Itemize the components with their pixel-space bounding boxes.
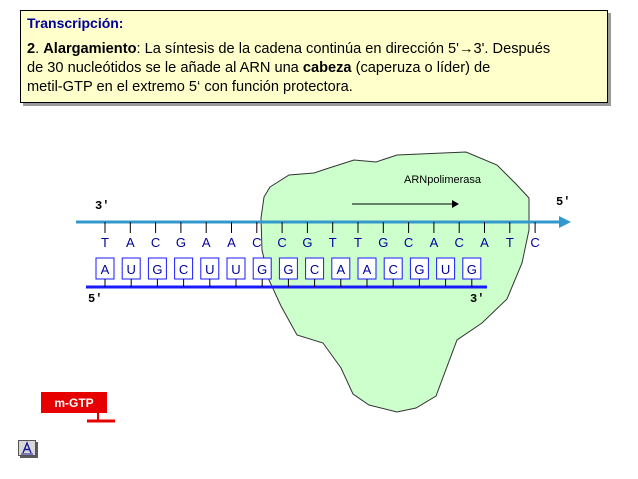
rna-base: G	[257, 262, 268, 277]
dna-base: A	[125, 235, 135, 250]
dna-base: T	[101, 235, 109, 250]
dna-end-label-left: 3'	[95, 199, 110, 213]
cap-label: m-GTP	[54, 396, 94, 410]
dna-base: G	[302, 235, 313, 250]
dna-base: G	[175, 235, 186, 250]
dna-base: C	[252, 235, 262, 250]
step-title: Alargamiento	[43, 41, 137, 57]
rna-base: G	[466, 262, 477, 277]
rna-base: U	[126, 262, 136, 277]
rna-base: A	[336, 262, 346, 277]
line3-text: metil-GTP en el extremo 5‘ con función protectora.	[27, 79, 353, 95]
rna-base: C	[388, 262, 398, 277]
dna-base: C	[454, 235, 464, 250]
rna-end-label-left: 5'	[88, 292, 103, 306]
dna-base: A	[429, 235, 439, 250]
dna-base: A	[201, 235, 211, 250]
line1-text: : La síntesis de la cadena continúa en dirección 5'→3'. Después	[136, 41, 551, 57]
rna-base: G	[414, 262, 425, 277]
rna-end-label-right: 3'	[470, 292, 485, 306]
line2-text: de 30 nucleótidos se le añade al ARN una	[27, 60, 303, 76]
rna-base: A	[362, 262, 372, 277]
dna-base: C	[403, 235, 414, 250]
dna-base: T	[354, 235, 362, 250]
dna-base: C	[277, 235, 287, 250]
textbox-heading: Transcripción:	[27, 15, 124, 31]
rna-base: G	[283, 262, 294, 277]
step-number: 2	[27, 41, 36, 57]
rna-polymerase-shape	[261, 152, 529, 412]
dna-base: T	[328, 235, 337, 250]
rna-base: A	[100, 262, 110, 277]
rna-base: U	[231, 262, 241, 277]
dna-end-label-right: 5'	[556, 195, 571, 209]
rna-base: U	[205, 262, 215, 277]
line2-end: (caperuza o líder) de	[351, 60, 491, 76]
dna-base: T	[505, 235, 514, 250]
rna-base: C	[178, 262, 189, 277]
rna-base: C	[309, 262, 320, 277]
step-separator: .	[35, 41, 44, 57]
rna-base: U	[440, 262, 451, 277]
dna-base: C	[530, 235, 540, 250]
enzyme-label: ARNpolimerasa	[404, 174, 482, 186]
rna-base: G	[152, 262, 163, 277]
cap-term: cabeza	[302, 60, 352, 76]
dna-base: G	[378, 235, 389, 250]
dna-base: A	[227, 235, 236, 250]
dna-base: A	[480, 235, 489, 250]
letter-a-button-icon[interactable]	[18, 440, 36, 456]
dna-arrow-head	[559, 216, 571, 228]
dna-base: C	[150, 235, 161, 250]
